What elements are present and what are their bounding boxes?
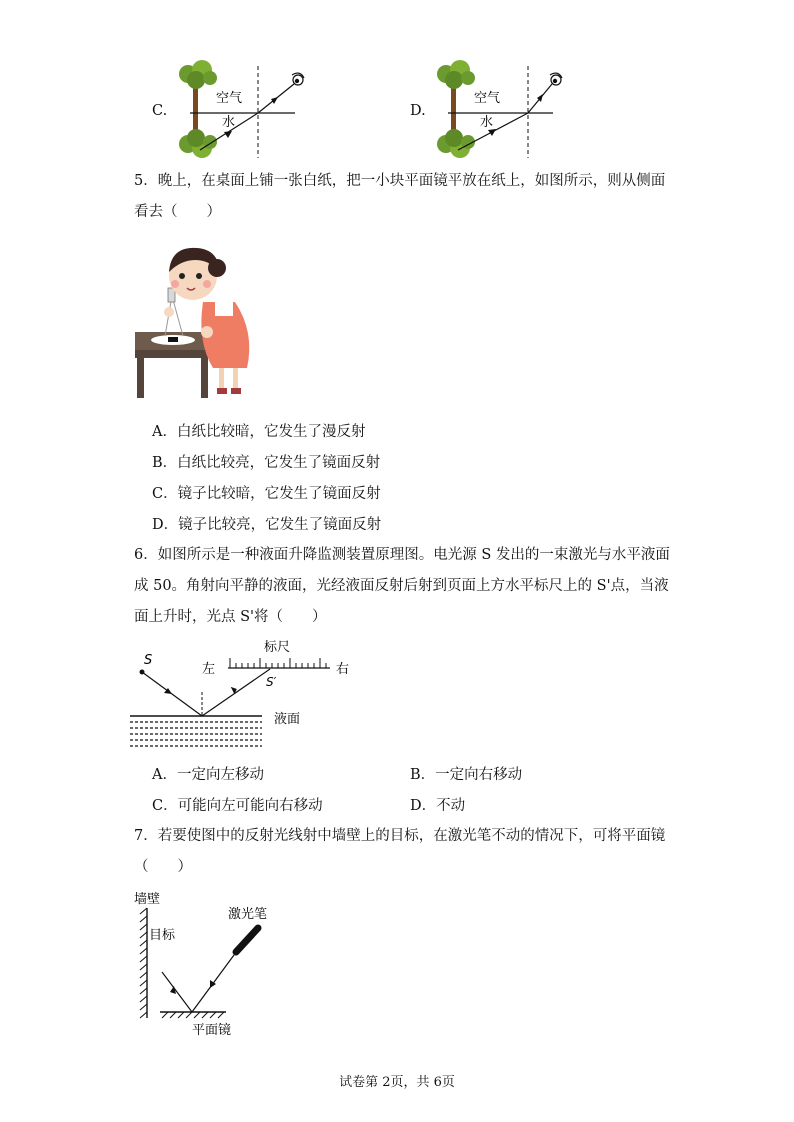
q6-option-a[interactable]: A．一定向左移动 xyxy=(152,767,264,783)
laser-label: 激光笔 xyxy=(228,907,268,922)
girl-at-table-figure xyxy=(135,232,260,400)
source-s-label: S xyxy=(144,653,153,668)
laser-mirror-figure xyxy=(130,888,300,1040)
question-7-stem: 7．若要使图中的反射光线射中墙壁上的目标，在激光笔不动的情况下，可将平面镜（ ） xyxy=(134,828,666,875)
eye-icon xyxy=(292,73,304,85)
tree-image-icon xyxy=(179,110,217,158)
q6-option-d[interactable]: D．不动 xyxy=(410,798,466,814)
q5-option-c[interactable]: C．镜子比较暗，它发生了镜面反射 xyxy=(152,486,381,502)
plane-mirror xyxy=(160,1012,226,1018)
tree-icon xyxy=(179,60,217,110)
liquid-level-figure xyxy=(130,632,380,754)
left-label: 左 xyxy=(202,662,216,677)
option-d-label: D. xyxy=(410,103,426,119)
water-label: 水 xyxy=(222,115,236,130)
s-prime-label: S′ xyxy=(266,675,277,689)
wall-label: 墙壁 xyxy=(134,892,161,907)
right-label: 右 xyxy=(336,662,350,677)
eye-icon xyxy=(550,73,562,85)
q5-option-b[interactable]: B．白纸比较亮，它发生了镜面反射 xyxy=(152,455,381,471)
tree-image-icon xyxy=(437,110,475,158)
tree-icon xyxy=(437,60,475,110)
q5-option-a[interactable]: A．白纸比较暗，它发生了漫反射 xyxy=(152,424,366,440)
water-label: 水 xyxy=(480,115,494,130)
q5-option-d[interactable]: D．镜子比较亮，它发生了镜面反射 xyxy=(152,517,382,533)
question-6-stem: 6．如图所示是一种液面升降监测装置原理图。电光源 S 发出的一束激光与水平液面成 50。角射向平静的液面，光经液面反射后射到页面上方水平标尺上的 S'点，当液面上升时，光点 S'将（ ） xyxy=(134,547,670,625)
question-5-stem: 5．晚上，在桌面上铺一张白纸，把一小块平面镜平放在纸上，如图所示，则从侧面看去（ ） xyxy=(134,173,666,220)
liquid-label: 液面 xyxy=(274,712,301,727)
mirror-label: 平面镜 xyxy=(192,1023,232,1038)
laser-pen-icon xyxy=(236,928,258,952)
q6-option-c[interactable]: C．可能向左可能向右移动 xyxy=(152,798,323,814)
wall xyxy=(140,908,147,1018)
ruler xyxy=(228,658,330,668)
air-label: 空气 xyxy=(216,91,243,106)
air-label: 空气 xyxy=(474,91,501,106)
ruler-label: 标尺 xyxy=(264,640,291,655)
page-footer: 试卷第 2页，共 6页 xyxy=(339,1075,455,1090)
refraction-figure-d xyxy=(428,58,568,162)
q6-option-b[interactable]: B．一定向右移动 xyxy=(410,767,523,783)
refraction-figure-c xyxy=(170,58,310,162)
option-c-label: C. xyxy=(152,103,168,119)
target-label: 目标 xyxy=(149,928,176,943)
